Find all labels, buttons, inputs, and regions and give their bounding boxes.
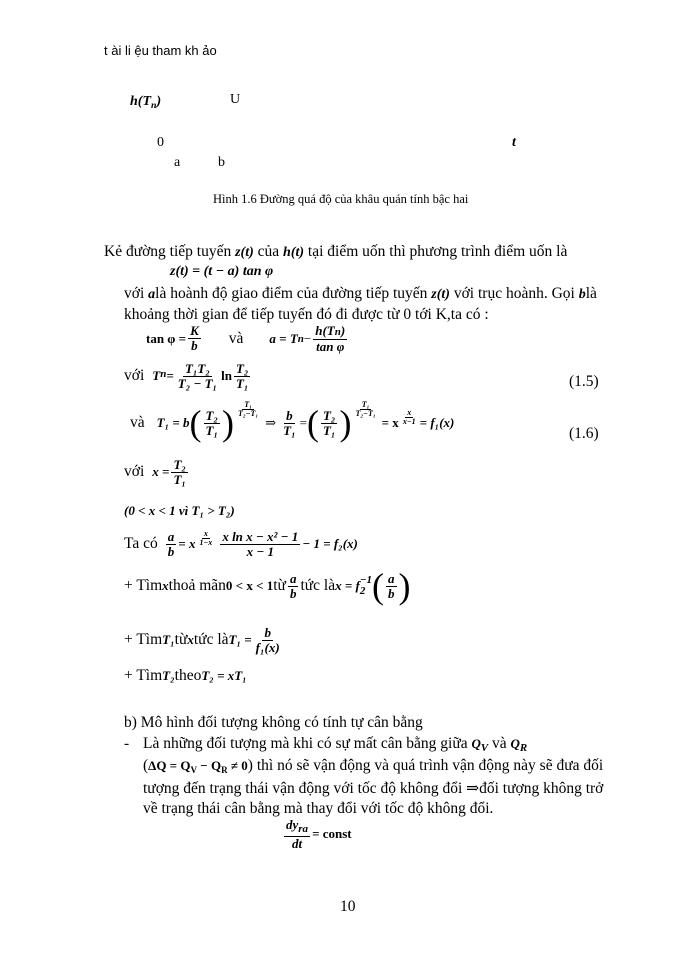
equation-tan-phi: tan φ = $\frac{K}{b}$ và a = T n − $\frac{h(Tn)}{\text{tan φ}}$ [146,323,346,354]
page-number: 10 [340,898,356,915]
equation-const-rate: $\frac{dy_{ra}}{dt}$ = const [286,817,352,851]
fraction-h-over-tan: $\frac{h(Tn)}{\text{tan φ}}$ [315,323,346,354]
equation-number-1-6: (1.6) [569,425,599,442]
paragraph-tangent: Kẻ đường tiếp tuyến z(t) của h(t) tại điểm uốn thì phương trình điểm uốn là [104,243,568,260]
section-b-heading: b) Mô hình đối tượng không có tính tự cân bằng [124,714,423,731]
figure-a-label: a [174,155,181,170]
bullet-line-1: Là những đối tượng mà khi có sự mất cân bằng giữa $Q_V$ và $Q_R$ [143,735,528,754]
paragraph-a-definition: với alà hoành độ giao điểm của đường tiếp tuyến z(t) với trục hoành. Gọi blà [124,285,597,302]
equation-1-6: và T₁ = b ( $\frac{\text{T₂}}{\text{T₁}}$ ) $\frac{\text{T₁}}{\text{T₂−T₁}}$ ⇒ $\frac{b}{\text{T₁}}$ = ( $\frac{\text{T₂}}{\text{T₁}}$ ) $\frac{\text{T₁}}{\text{T₂−T₁}}$ = x $\frac{x}{x-1}$ = f₁(x) [130,400,455,443]
equation-ta-co: Ta có $\frac{a}{b}$ = x $\frac{x}{1-x}$ $\frac{\text{x ln x − x² − 1}}{x - 1}$ − 1 = f₂(x) [124,529,358,559]
fraction-k-over-b: $\frac{K}{b}$ [190,323,199,354]
equation-number-1-5: (1.5) [569,373,599,390]
step-find-t2: + Tìm T₂ theo T₂ = xT₁ [124,667,247,684]
figure-y-label: $h(T_n)$ [130,94,162,111]
page-header: t ài li ệu tham kh ảo [104,43,217,58]
bullet-line-4: về trạng thái cân bằng mà thay đổi với tốc độ không đổi. [143,800,494,817]
equation-z: z(t) = (t − a) tan φ [170,264,274,279]
figure-b-label: b [218,155,225,170]
bullet-dash: - [124,735,130,752]
bullet-line-2: $(\Delta Q = Q_V - Q_R \ne 0)$ thì nó sẽ vận động và quá trình vận động này sẽ đưa đối [143,757,604,775]
equation-1-5: với T n = $\frac{\text{T₁T₂}}{\text{T₂ − T₁}}$ ln $\frac{\text{T₂}}{\text{T₁}}$ [124,361,249,391]
step-find-t1: + Tìm T₁ từ x tức là T₁ = $\frac{b}{\text{f₁(x)}}$ [124,625,280,655]
figure-u-label: U [230,92,241,107]
condition-x-range: (0 < x < 1 vì T₁ > T₂) [124,503,235,518]
bullet-line-3: tượng đến trạng thái vận động với tốc độ không đổi ⇒đối tượng không trở [143,780,604,797]
figure-caption: Hình 1.6 Đường quá độ của khâu quán tính bậc hai [213,192,469,206]
equation-x-definition: với x = $\frac{\text{T₂}}{\text{T₁}}$ [124,457,186,487]
step-find-x: + Tìm x thoả mãn 0 < x < 1 từ $\frac{a}{b}$ tức là x = f −1 2 ( $\frac{a}{b}$ ) [124,566,411,606]
paragraph-b-definition: khoảng thời gian để tiếp tuyến đó đi được từ 0 tới K,ta có : [124,306,489,323]
figure-origin-label: 0 [157,135,164,150]
figure-t-label: t [512,135,516,150]
